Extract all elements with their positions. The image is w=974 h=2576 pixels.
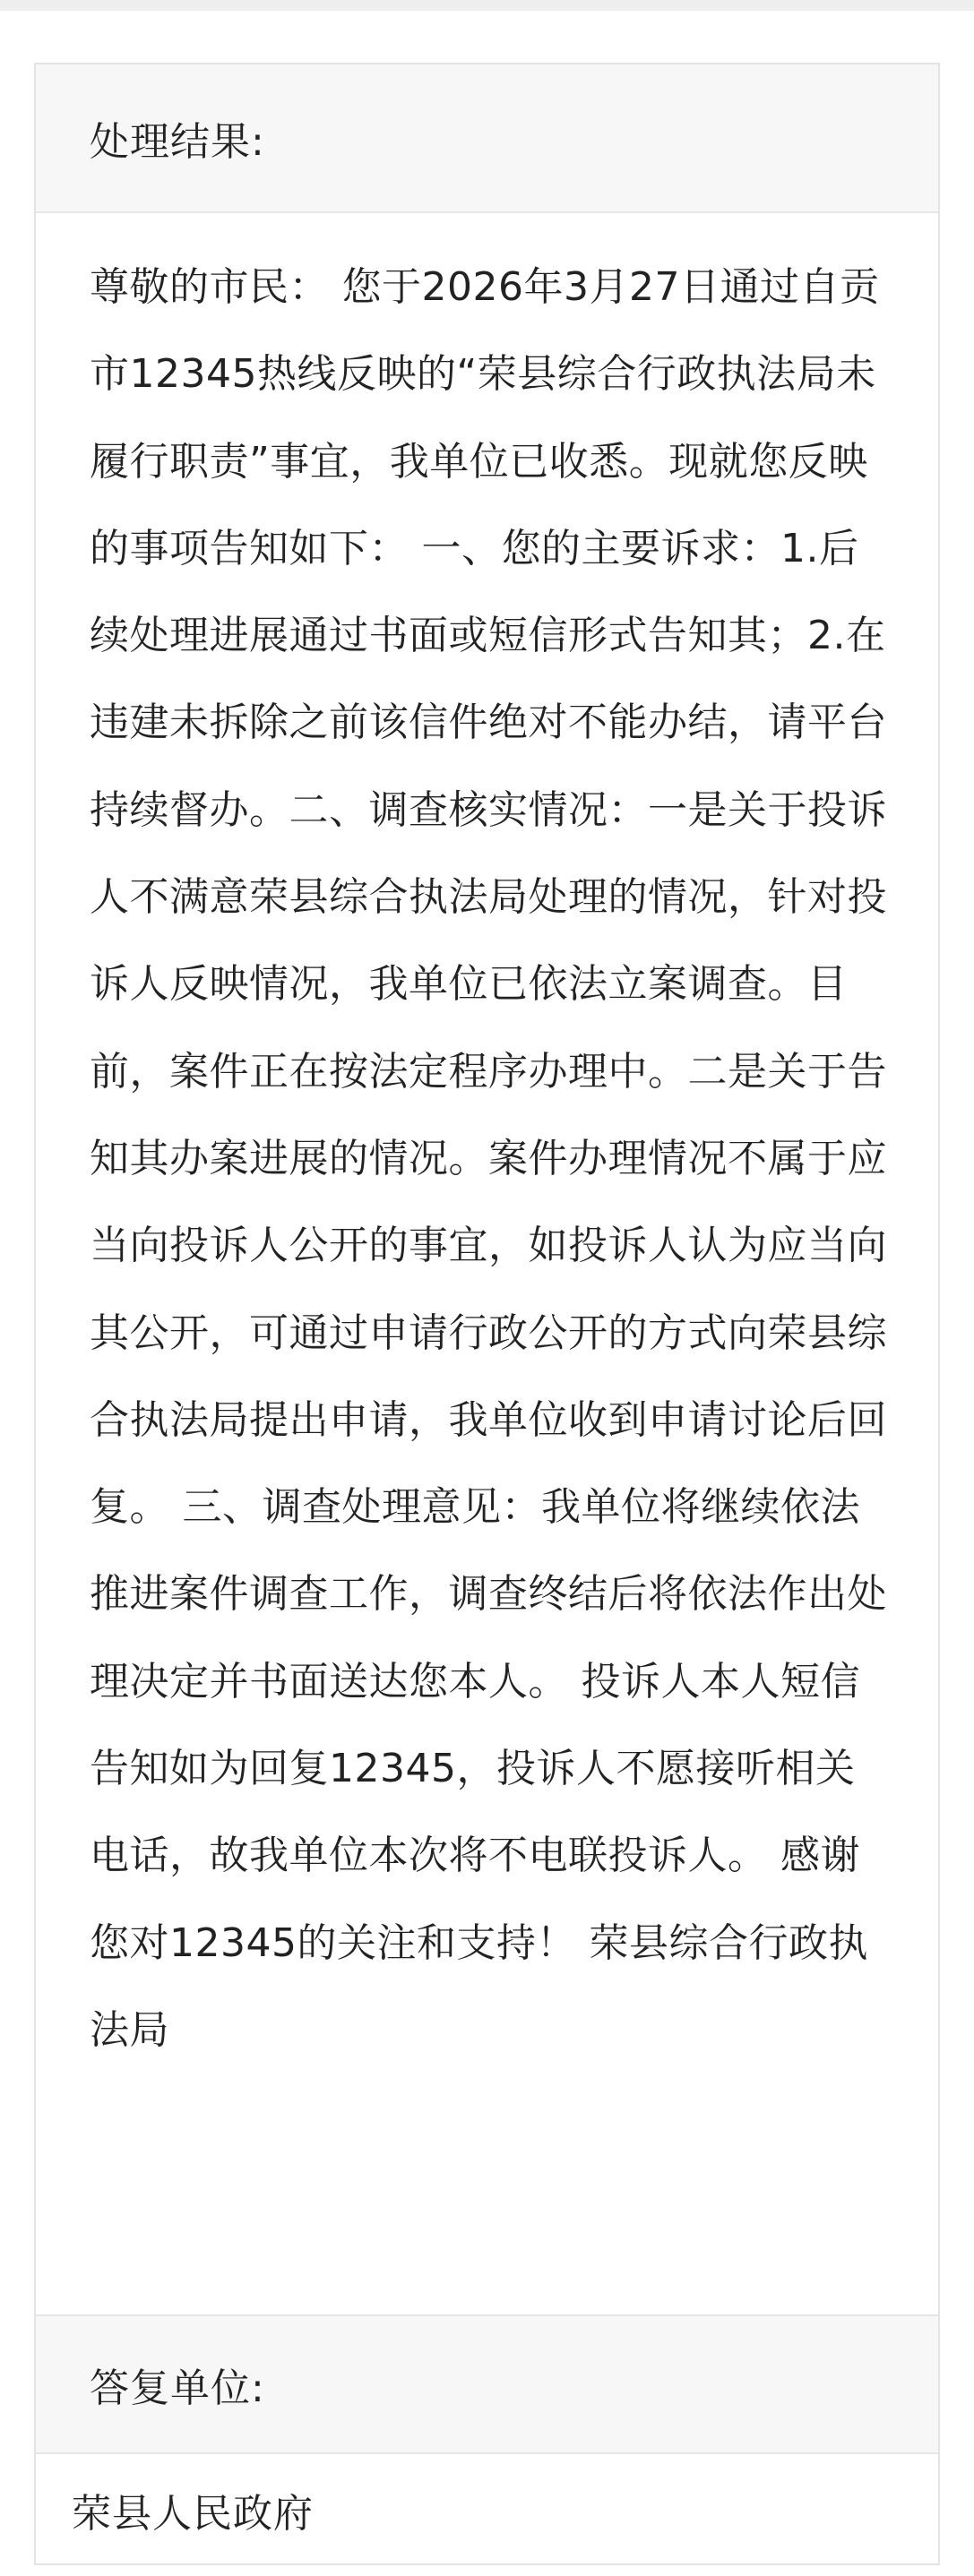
reply-header [36,2314,938,2454]
result-card [34,63,940,2565]
result-header [36,64,938,213]
result-label: 处理结果: [90,119,265,165]
result-content: 尊敬的市民： 您于2026年3月27日通过自贡市12345热线反映的“荣县综合行政执法局未履行职责”事宜，我单位已收悉。现就您反映的事项告知如下： 一、您的主要诉求：1.后续处理进展通过书面或短信形式告知其；2.在违建未拆除之前该信件绝对不能办结，请平台持续督办。二、调查核实情况：一是关于投诉人不满意荣县综合执法局处理的情况，针对投诉人反映情况，我单位已依法立案调查。目前，案件正在按法定程序办理中。二是关于告知其办案进展的情况。案件办理情况不属于应当向投诉人公开的事宜，如投诉人认为应当向其公开，可通过申请行政公开的方式向荣县综合执法局提出申请，我单位收到申请讨论后回复。 三、调查处理意见：我单位将继续依法推进案件调查工作，调查终结后将依法作出处理决定并书面送达您本人。 投诉人本人短信告知如为回复12345，投诉人不愿接听相关电话，故我单位本次将不电联投诉人。 感谢您对12345的关注和支持！ 荣县综合行政执法局 [90,264,887,2053]
reply-unit: 荣县人民政府 [72,2491,314,2537]
reply-label: 答复单位: [90,2366,265,2411]
top-strip [0,0,974,11]
